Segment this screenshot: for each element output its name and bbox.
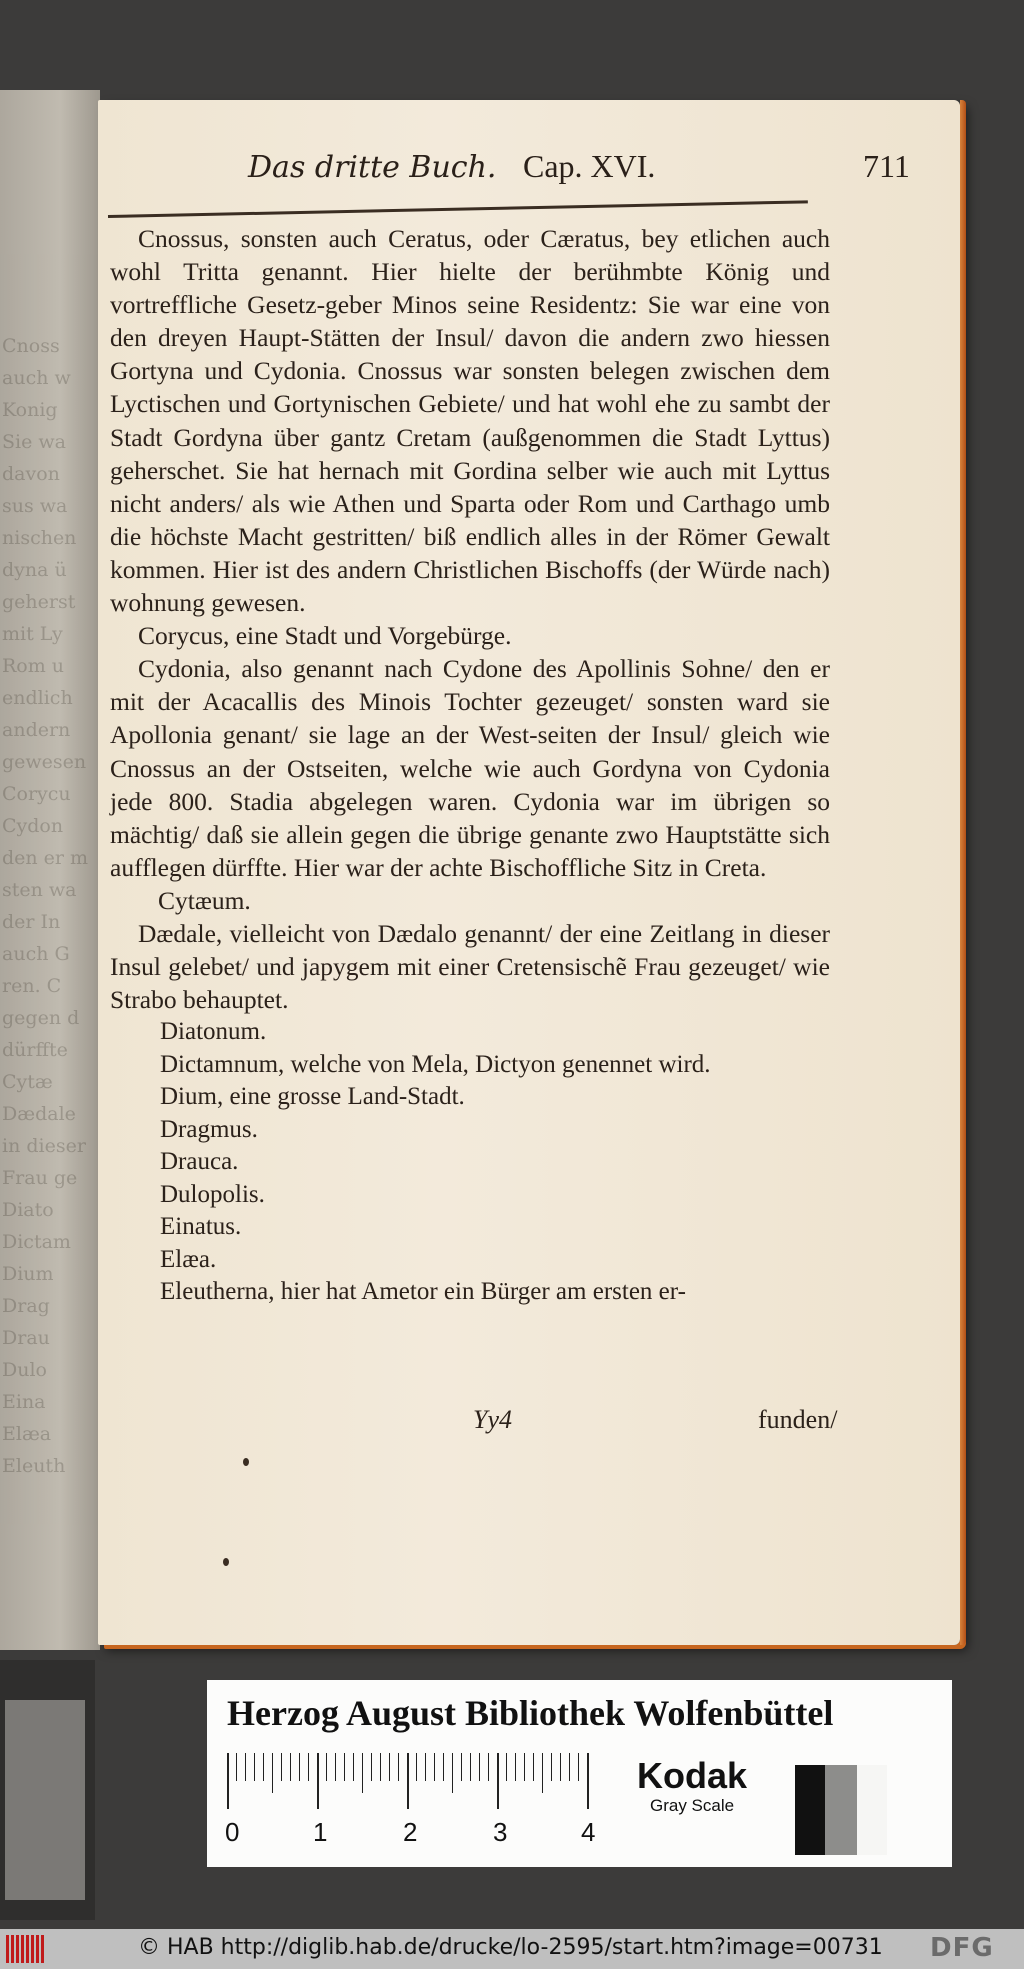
ruler-tick bbox=[416, 1753, 417, 1781]
ruler-tick bbox=[353, 1753, 354, 1781]
entry-dium: Dium, eine grosse Land-Stadt. bbox=[160, 1083, 465, 1111]
facing-card bbox=[5, 1700, 85, 1900]
ruler-tick bbox=[461, 1753, 462, 1781]
ruler-tick bbox=[317, 1753, 319, 1809]
library-name: Herzog August Bibliothek Wolfenbüttel bbox=[227, 1693, 834, 1733]
kodak-logo: Kodak bbox=[637, 1755, 748, 1796]
entry-diatonum: Diatonum. bbox=[160, 1018, 267, 1046]
signature-mark: Yy4 bbox=[473, 1405, 512, 1434]
chapter-label: Cap. XVI. bbox=[523, 148, 656, 184]
entry-einatus: Einatus. bbox=[160, 1213, 242, 1241]
ruler-number: 0 bbox=[225, 1817, 240, 1847]
ruler-tick bbox=[344, 1753, 345, 1781]
running-header bbox=[248, 140, 908, 190]
ruler-tick bbox=[290, 1753, 291, 1781]
ruler-number: 2 bbox=[403, 1817, 418, 1847]
swatch-white bbox=[857, 1765, 887, 1855]
ruler-tick bbox=[281, 1753, 282, 1781]
gray-swatches bbox=[795, 1765, 895, 1855]
ruler-tick bbox=[335, 1753, 336, 1781]
catchword: funden/ bbox=[758, 1405, 838, 1434]
entry-elaea: Elæa. bbox=[160, 1245, 217, 1273]
ruler-tick bbox=[380, 1753, 381, 1781]
ruler-tick bbox=[326, 1753, 327, 1781]
ruler-tick bbox=[398, 1753, 399, 1781]
ruler-tick bbox=[308, 1753, 309, 1781]
ruler-tick bbox=[569, 1753, 570, 1781]
entry-dictamnum: Dictamnum, welche von Mela, Dictyon genennet wird. bbox=[160, 1050, 711, 1078]
ruler-tick bbox=[227, 1753, 229, 1809]
ruler-tick bbox=[236, 1753, 237, 1781]
swatch-gray bbox=[825, 1765, 857, 1855]
entry-drauca: Drauca. bbox=[160, 1148, 239, 1176]
ruler-tick bbox=[443, 1753, 444, 1781]
barcode-icon bbox=[6, 1935, 46, 1963]
ruler-tick bbox=[425, 1753, 426, 1781]
ruler-tick bbox=[407, 1753, 409, 1809]
ruler-tick bbox=[362, 1753, 363, 1793]
ruler-tick bbox=[515, 1753, 516, 1781]
ruler-numbers bbox=[225, 1817, 625, 1847]
color-calibration-card bbox=[207, 1680, 952, 1867]
ruler-tick bbox=[587, 1753, 589, 1809]
header-rule bbox=[108, 200, 808, 218]
book-page bbox=[98, 100, 960, 1645]
entry-daedale: Dædale, vielleicht von Dædalo genannt/ der eine Zeitlang in dieser Insul gelebet/ und japygem mit einer Cretensischẽ Frau gezeuget/ wie Strabo behauptet. bbox=[110, 918, 830, 1015]
ruler-tick bbox=[272, 1753, 273, 1793]
ruler-tick bbox=[479, 1753, 480, 1781]
entry-corycus: Corycus, eine Stadt und Vorgebürge. bbox=[138, 621, 512, 651]
ruler-tick bbox=[434, 1753, 435, 1781]
facing-page-lower bbox=[0, 1660, 95, 1920]
footer-bar bbox=[0, 1929, 1024, 1969]
swatch-black bbox=[795, 1765, 825, 1855]
facing-page bbox=[0, 90, 100, 1650]
book-title: Das dritte Buch. bbox=[248, 150, 497, 185]
ruler-tick bbox=[578, 1753, 579, 1781]
ruler-tick bbox=[254, 1753, 255, 1781]
ruler-tick bbox=[497, 1753, 499, 1809]
ruler-tick bbox=[506, 1753, 507, 1781]
ruler-tick bbox=[470, 1753, 471, 1781]
gray-scale-label: Gray Scale bbox=[650, 1796, 735, 1815]
facing-page-text: Cnoss auch w Konig Sie wa davon sus wa nischen dyna ü geherst mit Ly Rom u endlich andern gewesen Corycu Cydon den er m sten wa der In auch G ren. C gegen d dürffte Cytæ Dædale in dieser Frau ge Diato Dictam Dium Drag Drau Dulo Eina Elæa Eleuth bbox=[2, 335, 89, 1477]
ruler-tick bbox=[542, 1753, 543, 1793]
ink-speck bbox=[243, 1458, 249, 1466]
ruler-tick bbox=[389, 1753, 390, 1781]
entry-cytaeum: Cytæum. bbox=[158, 885, 251, 915]
ruler-tick bbox=[488, 1753, 489, 1781]
ruler-tick bbox=[452, 1753, 453, 1793]
ruler-number: 3 bbox=[493, 1817, 508, 1847]
entry-cnossus: Cnossus, sonsten auch Ceratus, oder Cæratus, bey etlichen auch wohl Tritta genannt. Hier hielte der berühmbte König und vortreffliche Gesetz-geber Minos seine Residentz: Sie war eine von den dreyen Haupt-Stätten der Insul/ davon die andern zwo hiessen Gortyna und Cydonia. Cnossus war sonsten belegen zwischen dem Lyctischen und Gortynischen Gebiete/ und hat wohl ehe zu sambt der Stadt Gordyna über gantz Cretam (außgenommen die Stadt Lyttus) geherschet. Sie hat hernach mit Gordina selber wie auch mit Lyttus nicht anders/ als wie Athen und Sparta oder Rom und Carthago umb die höchste Macht gestritten/ biß endlich alles in der Römer Gewalt kommen. Hier ist des andern Christlichen Bischoffs (der Würde nach) wohnung gewesen. bbox=[110, 224, 830, 618]
source-url[interactable]: © HAB http://diglib.hab.de/drucke/lo-2595/start.htm?image=00731 bbox=[138, 1935, 883, 1960]
dfg-logo: DFG bbox=[930, 1933, 994, 1963]
ruler-tick bbox=[245, 1753, 246, 1781]
ruler-tick bbox=[371, 1753, 372, 1781]
ink-speck bbox=[223, 1558, 229, 1566]
ruler-tick bbox=[263, 1753, 264, 1781]
entry-eleutherna: Eleutherna, hier hat Ametor ein Bürger am ersten er- bbox=[160, 1278, 686, 1306]
entry-dulopolis: Dulopolis. bbox=[160, 1180, 265, 1208]
ruler-number: 1 bbox=[313, 1817, 328, 1847]
scale-ruler bbox=[227, 1753, 607, 1813]
entry-dragmus: Dragmus. bbox=[160, 1115, 258, 1143]
ruler-tick bbox=[524, 1753, 525, 1781]
entry-cydonia: Cydonia, also genannt nach Cydone des Apollinis Sohne/ den er mit der Acacallis des Minois Tochter gezeuget/ sonsten ward sie Apollonia genant/ sie lage an der West-seiten der Insul/ gleich wie Cnossus an der Ostseiten, welche wie auch Gordyna von Cydonia jede 800. Stadia abgelegen waren. Cydonia war im übrigen so mächtig/ daß sie allein gegen die übrige genante zwo Hauptstätte sich aufflegen dürffte. Hier war der achte Bischoffliche Sitz in Creta. bbox=[110, 654, 830, 882]
ruler-tick bbox=[533, 1753, 534, 1781]
ruler-tick bbox=[560, 1753, 561, 1781]
ruler-tick bbox=[299, 1753, 300, 1781]
ruler-number: 4 bbox=[581, 1817, 596, 1847]
ruler-tick bbox=[551, 1753, 552, 1781]
page-number: 711 bbox=[863, 148, 910, 184]
page-body bbox=[110, 222, 830, 1309]
